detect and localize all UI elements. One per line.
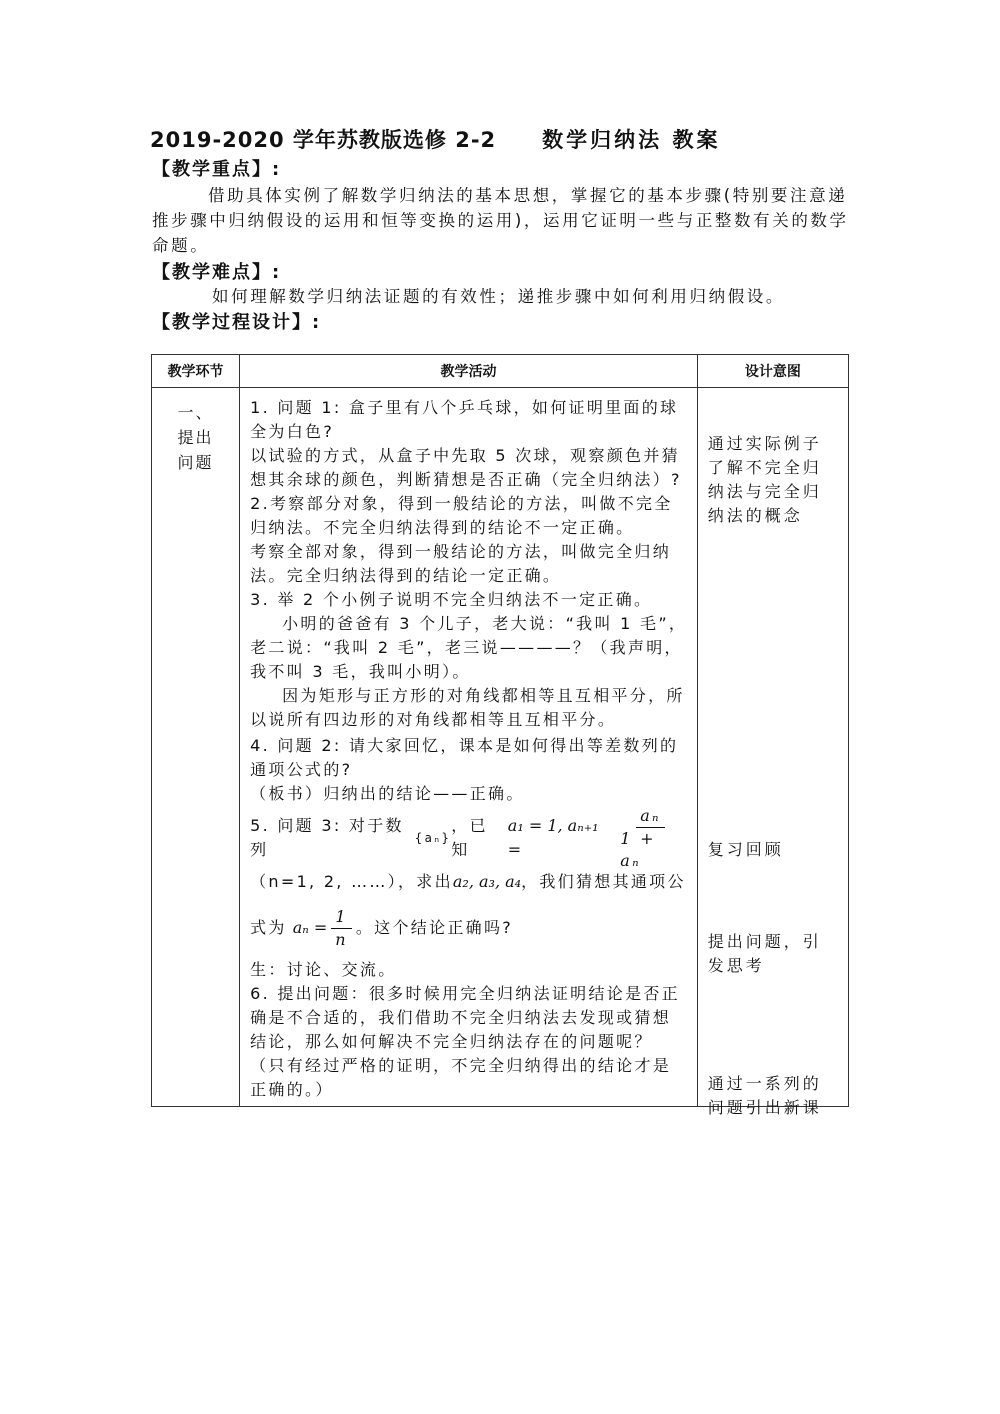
header-intent: 设计意图 (697, 355, 848, 388)
activity-problem2: 4. 问题 2: 请大家回忆，课本是如何得出等差数列的通项公式的? (250, 736, 679, 779)
recurrence-formula: a₁ = 1, aₙ₊₁ = (507, 816, 599, 859)
activity-conjecture: 式为 aₙ = $\frac{1}{n}$ 。这个结论正确吗? (250, 906, 514, 949)
activity-problem1: 1. 问题 1: 盒子里有八个乒乓球，如何证明里面的球全为白色? (250, 398, 679, 441)
intent-concept: 通过实际例子了解不完全归纳法与完全归纳法的概念 (707, 434, 822, 525)
title-course: 2019-2020 学年苏教版选修 2-2 (150, 128, 497, 152)
intent-review: 复习回顾 (707, 840, 784, 859)
header-stage: 教学环节 (152, 355, 240, 388)
intent-new-lesson: 通过一系列的问题引出新课 (707, 1074, 822, 1117)
stage-line1: 提出 (177, 428, 214, 447)
focus-heading: 【教学重点】: (152, 159, 282, 180)
activity-incomplete-def: 2.考察部分对象，得到一般结论的方法，叫做不完全归纳法。不完全归纳法得到的结论不一定正确。 (250, 494, 673, 537)
terms-formula: a₂, a₃, a₄ (452, 872, 522, 891)
recurrence-fraction: $\frac{\text{aₙ}}{\text{1 + aₙ}}$ (616, 805, 684, 872)
intent-cell (697, 388, 848, 1117)
activity-experiment: 以试验的方式，从盒子中先取 5 次球，观察颜色并猜想其余球的颜色，判断猜想是否正确（完全归纳法）? (250, 446, 682, 489)
activity-problem3-terms: （n=1, 2, ……），求出a₂, a₃, a₄，我们猜想其通项公 (250, 872, 686, 891)
activity-example-xiaoming: 小明的爸爸有 3 个儿子，老大说：“我叫 1 毛”，老二说：“我叫 2 毛”，老三说————？（我声明，我不叫 3 毛，我叫小明）。 (250, 614, 688, 681)
activity-problem-raising: 6. 提出问题：很多时候用完全归纳法证明结论是否正确是不合适的，我们借助不完全归纳法去发现或猜想结论，那么如何解决不完全归纳法存在的问题呢？（只有经过严格的证明，不完全归纳得出的结论才是正确的。） (250, 984, 680, 1099)
document-title (150, 124, 720, 154)
stage-number: 一、 (177, 403, 214, 422)
sequence-notation: {aₙ} (414, 831, 452, 845)
lesson-table (151, 354, 849, 1117)
activity-examples-intro: 3. 举 2 个小例子说明不完全归纳法不一定正确。 (250, 590, 653, 609)
process-heading: 【教学过程设计】: (152, 312, 322, 333)
activity-example-quadrilateral: 因为矩形与正方形的对角线都相等且互相平分，所以说所有四边形的对角线都相等且互相平分。 (250, 686, 685, 729)
activity-student-discussion: 生：讨论、交流。 (250, 960, 397, 979)
focus-text: 借助具体实例了解数学归纳法的基本思想，掌握它的基本步骤(特别要注意递推步骤中归纳假设的运用和恒等变换的运用)，运用它证明一些与正整数有关的数学命题。 (152, 186, 849, 255)
conjecture-formula: aₙ = (292, 918, 328, 937)
activity-board-note: （板书）归纳出的结论——正确。 (250, 784, 525, 803)
conjecture-fraction: $\frac{1}{n}$ (331, 906, 352, 951)
stage-cell (152, 388, 240, 1107)
activity-problem3: 5. 问题 3: 对于数列 {aₙ} ，已知 a₁ = 1, aₙ₊₁ = $\frac{\text{aₙ}}{\text{1 + aₙ}}$ (250, 812, 689, 864)
activity-cell (240, 388, 698, 1107)
activity-complete-def: 考察全部对象，得到一般结论的方法，叫做完全归纳法。完全归纳法得到的结论一定正确。 (250, 542, 672, 585)
stage-line2: 问题 (177, 453, 214, 472)
difficulty-heading: 【教学难点】: (152, 262, 282, 283)
difficulty-text: 如何理解数学归纳法证题的有效性；递推步骤中如何利用归纳假设。 (212, 287, 785, 306)
intent-thinking: 提出问题，引发思考 (707, 932, 822, 975)
header-activity: 教学活动 (240, 355, 698, 388)
table-header-row (152, 355, 849, 388)
title-topic: 数学归纳法 教案 (542, 128, 721, 152)
table-row (152, 388, 849, 1107)
